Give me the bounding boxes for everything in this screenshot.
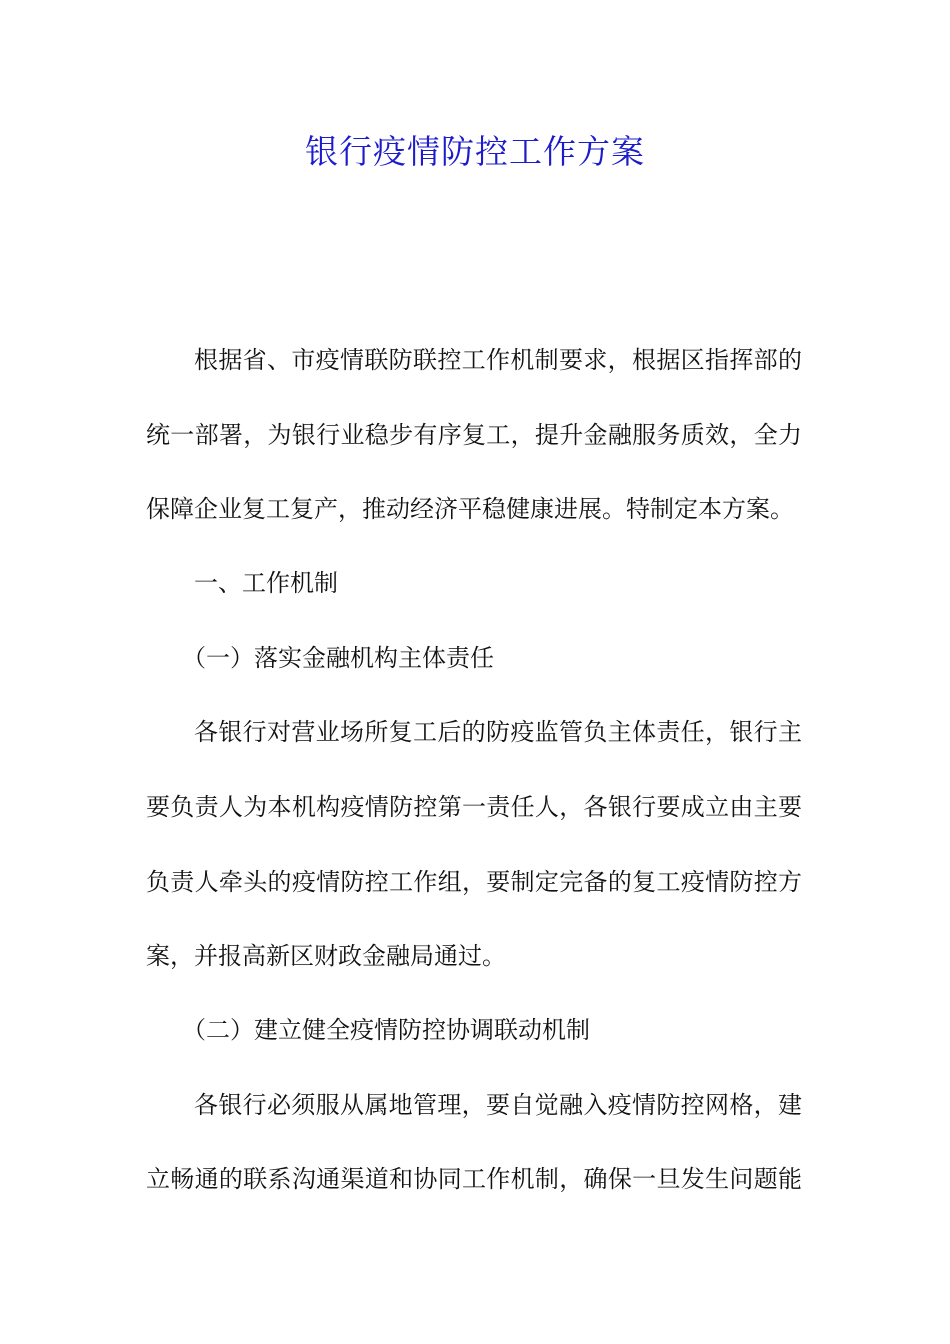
section-heading: 一、工作机制	[194, 569, 338, 597]
paragraph-line: 负责人牵头的疫情防控工作组，要制定完备的复工疫情防控方	[146, 868, 802, 896]
subsection-heading: （二）建立健全疫情防控协调联动机制	[182, 1016, 590, 1044]
subsection-heading: （一）落实金融机构主体责任	[182, 644, 494, 672]
document-title: 银行疫情防控工作方案	[305, 132, 645, 171]
paragraph-line: 保障企业复工复产，推动经济平稳健康进展。特制定本方案。	[146, 495, 794, 523]
paragraph-line: 各银行必须服从属地管理，要自觉融入疫情防控网格，建	[194, 1091, 802, 1119]
paragraph-line: 立畅通的联系沟通渠道和协同工作机制，确保一旦发生问题能	[146, 1165, 802, 1193]
paragraph-line: 统一部署，为银行业稳步有序复工，提升金融服务质效，全力	[146, 421, 802, 449]
paragraph-line: 根据省、市疫情联防联控工作机制要求，根据区指挥部的	[194, 346, 802, 374]
paragraph-line: 各银行对营业场所复工后的防疫监管负主体责任，银行主	[194, 718, 802, 746]
paragraph-line: 案，并报高新区财政金融局通过。	[146, 942, 506, 970]
paragraph-line: 要负责人为本机构疫情防控第一责任人，各银行要成立由主要	[146, 793, 802, 821]
